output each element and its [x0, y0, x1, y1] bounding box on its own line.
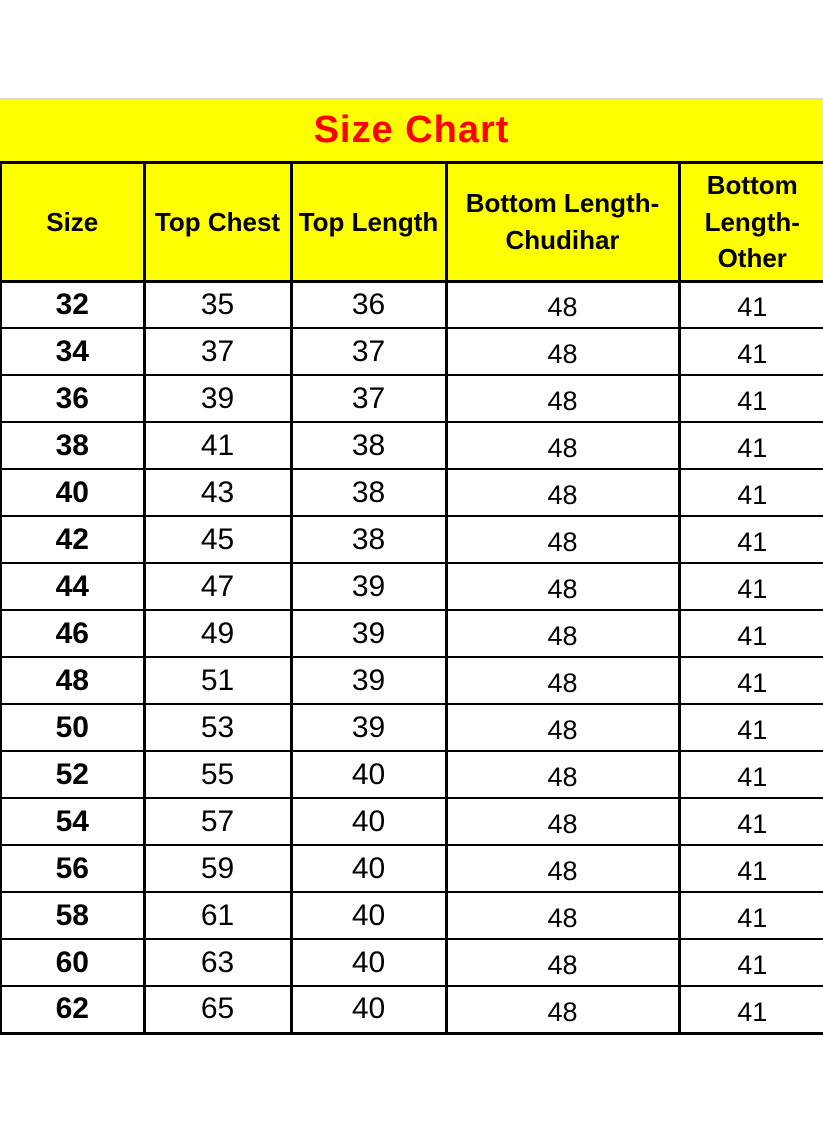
table-row [1, 704, 823, 751]
cell-size: 34 [1, 328, 144, 375]
cell-top-chest: 43 [144, 469, 291, 516]
cell-bottom-length-chudihar: 48 [446, 798, 679, 845]
table-row [1, 892, 823, 939]
cell-top-chest: 47 [144, 563, 291, 610]
cell-top-chest: 53 [144, 704, 291, 751]
cell-bottom-length-other: 41 [679, 798, 823, 845]
cell-top-chest: 57 [144, 798, 291, 845]
cell-bottom-length-chudihar: 48 [446, 986, 679, 1033]
cell-top-length: 37 [291, 328, 446, 375]
cell-size: 54 [1, 798, 144, 845]
cell-bottom-length-other: 41 [679, 610, 823, 657]
cell-size: 56 [1, 845, 144, 892]
cell-bottom-length-chudihar: 48 [446, 610, 679, 657]
cell-bottom-length-other: 41 [679, 892, 823, 939]
cell-top-chest: 55 [144, 751, 291, 798]
cell-size: 40 [1, 469, 144, 516]
cell-bottom-length-other: 41 [679, 563, 823, 610]
cell-bottom-length-other: 41 [679, 939, 823, 986]
cell-bottom-length-other: 41 [679, 657, 823, 704]
cell-bottom-length-chudihar: 48 [446, 563, 679, 610]
table-row [1, 516, 823, 563]
cell-bottom-length-chudihar: 48 [446, 516, 679, 563]
cell-size: 50 [1, 704, 144, 751]
cell-top-chest: 41 [144, 422, 291, 469]
cell-bottom-length-chudihar: 48 [446, 469, 679, 516]
table-row [1, 375, 823, 422]
cell-top-chest: 65 [144, 986, 291, 1033]
header-top-length: Top Length [291, 164, 446, 281]
cell-bottom-length-other: 41 [679, 375, 823, 422]
cell-top-chest: 37 [144, 328, 291, 375]
cell-size: 46 [1, 610, 144, 657]
cell-top-length: 40 [291, 892, 446, 939]
size-table-header [1, 164, 823, 281]
header-top-chest: Top Chest [144, 164, 291, 281]
cell-top-chest: 49 [144, 610, 291, 657]
cell-bottom-length-chudihar: 48 [446, 892, 679, 939]
cell-top-length: 40 [291, 986, 446, 1033]
table-row [1, 469, 823, 516]
size-table-body [1, 281, 823, 1033]
cell-bottom-length-chudihar: 48 [446, 422, 679, 469]
cell-bottom-length-chudihar: 48 [446, 657, 679, 704]
cell-top-chest: 63 [144, 939, 291, 986]
cell-top-length: 37 [291, 375, 446, 422]
cell-bottom-length-other: 41 [679, 469, 823, 516]
cell-top-length: 40 [291, 939, 446, 986]
table-row [1, 939, 823, 986]
cell-size: 60 [1, 939, 144, 986]
cell-bottom-length-other: 41 [679, 422, 823, 469]
cell-bottom-length-chudihar: 48 [446, 375, 679, 422]
table-row [1, 563, 823, 610]
header-bottom-length-other: Bottom Length-Other [679, 164, 823, 281]
cell-top-length: 38 [291, 422, 446, 469]
cell-bottom-length-chudihar: 48 [446, 751, 679, 798]
cell-top-length: 39 [291, 610, 446, 657]
cell-size: 58 [1, 892, 144, 939]
cell-bottom-length-other: 41 [679, 986, 823, 1033]
cell-top-length: 40 [291, 751, 446, 798]
top-margin [0, 0, 823, 98]
table-row [1, 751, 823, 798]
cell-top-length: 39 [291, 563, 446, 610]
cell-top-length: 38 [291, 516, 446, 563]
cell-bottom-length-other: 41 [679, 516, 823, 563]
cell-bottom-length-chudihar: 48 [446, 939, 679, 986]
cell-bottom-length-other: 41 [679, 704, 823, 751]
header-row [1, 164, 823, 281]
table-row [1, 610, 823, 657]
cell-size: 48 [1, 657, 144, 704]
cell-bottom-length-chudihar: 48 [446, 328, 679, 375]
cell-top-chest: 45 [144, 516, 291, 563]
cell-top-length: 40 [291, 798, 446, 845]
cell-bottom-length-other: 41 [679, 328, 823, 375]
cell-top-length: 36 [291, 281, 446, 328]
cell-bottom-length-chudihar: 48 [446, 845, 679, 892]
cell-top-length: 38 [291, 469, 446, 516]
table-row [1, 798, 823, 845]
size-table [0, 164, 823, 1035]
cell-bottom-length-other: 41 [679, 751, 823, 798]
cell-size: 38 [1, 422, 144, 469]
cell-bottom-length-other: 41 [679, 845, 823, 892]
cell-top-length: 40 [291, 845, 446, 892]
table-row [1, 657, 823, 704]
title-bar [0, 98, 823, 164]
cell-size: 32 [1, 281, 144, 328]
table-row [1, 845, 823, 892]
cell-top-chest: 39 [144, 375, 291, 422]
cell-bottom-length-other: 41 [679, 281, 823, 328]
cell-top-chest: 35 [144, 281, 291, 328]
cell-top-length: 39 [291, 657, 446, 704]
cell-size: 42 [1, 516, 144, 563]
table-row [1, 986, 823, 1033]
header-size: Size [1, 164, 144, 281]
cell-bottom-length-chudihar: 48 [446, 704, 679, 751]
cell-top-chest: 61 [144, 892, 291, 939]
table-row [1, 328, 823, 375]
chart-title: Size Chart [313, 109, 510, 151]
cell-size: 36 [1, 375, 144, 422]
cell-top-chest: 59 [144, 845, 291, 892]
table-row [1, 281, 823, 328]
cell-size: 62 [1, 986, 144, 1033]
header-bottom-length-chudihar: Bottom Length-Chudihar [446, 164, 679, 281]
cell-bottom-length-chudihar: 48 [446, 281, 679, 328]
cell-size: 52 [1, 751, 144, 798]
cell-size: 44 [1, 563, 144, 610]
cell-top-chest: 51 [144, 657, 291, 704]
cell-top-length: 39 [291, 704, 446, 751]
table-row [1, 422, 823, 469]
